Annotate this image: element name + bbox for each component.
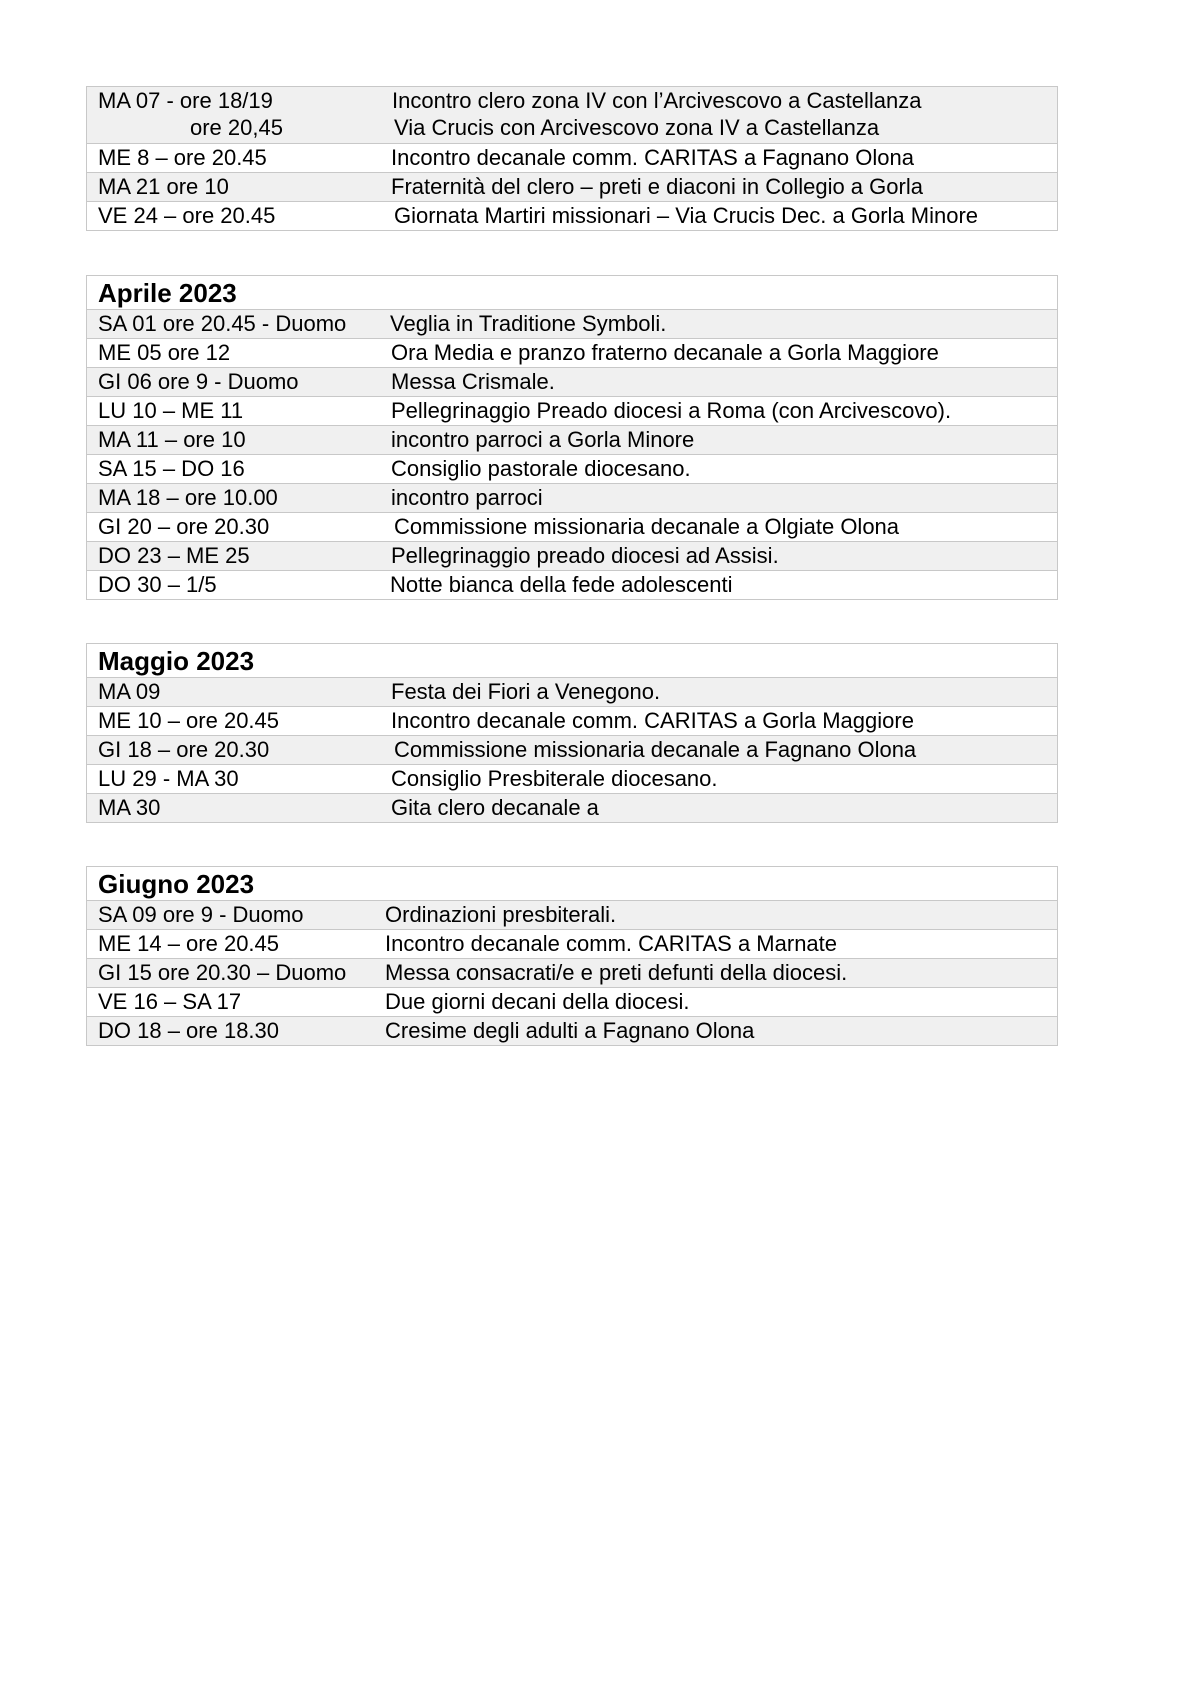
event-date: SA 15 – DO 16	[98, 456, 245, 481]
event-date: LU 10 – ME 11	[98, 398, 244, 423]
table-row	[87, 87, 1057, 143]
table-row	[87, 143, 1057, 172]
event-date: DO 23 – ME 25	[98, 543, 250, 568]
event-description: Cresime degli adulti a Fagnano Olona	[385, 1018, 755, 1043]
event-description: Incontro decanale comm. CARITAS a Fagnano Olona	[391, 145, 914, 170]
month-heading: Giugno 2023	[98, 869, 255, 899]
event-date: DO 18 – ore 18.30	[98, 1018, 280, 1043]
event-description: Ordinazioni presbiterali.	[385, 902, 617, 927]
event-date: DO 30 – 1/5	[98, 572, 217, 597]
table-row	[87, 483, 1057, 512]
table-row	[87, 367, 1057, 396]
month-heading: Maggio 2023	[98, 646, 255, 676]
event-description: Pellegrinaggio Preado diocesi a Roma (con Arcivescovo).	[391, 398, 952, 423]
table-row	[87, 201, 1057, 230]
event-description: Pellegrinaggio preado diocesi ad Assisi.	[391, 543, 779, 568]
event-description: Incontro clero zona IV con l’Arcivescovo a Castellanza	[392, 88, 922, 113]
table-row	[87, 454, 1057, 483]
event-description: Consiglio pastorale diocesano.	[391, 456, 691, 481]
event-description: Incontro decanale comm. CARITAS a Marnate	[385, 931, 838, 956]
event-date: GI 20 – ore 20.30	[98, 514, 270, 539]
table-row	[87, 706, 1057, 735]
event-date: VE 24 – ore 20.45	[98, 203, 276, 228]
event-date: GI 06 ore 9 - Duomo	[98, 369, 299, 394]
event-date: MA 07 - ore 18/19	[98, 88, 273, 113]
event-date: ore 20,45	[190, 115, 283, 140]
table-row	[87, 396, 1057, 425]
table-row	[87, 735, 1057, 764]
event-description: Messa consacrati/e e preti defunti della diocesi.	[385, 960, 848, 985]
event-date: ME 05 ore 12	[98, 340, 231, 365]
event-description: Giornata Martiri missionari – Via Crucis Dec. a Gorla Minore	[394, 203, 978, 228]
june-schedule-table	[86, 866, 1058, 1046]
table-row	[87, 1016, 1057, 1045]
table-row	[87, 900, 1057, 929]
table-row	[87, 541, 1057, 570]
table-row	[87, 425, 1057, 454]
event-date: SA 09 ore 9 - Duomo	[98, 902, 304, 927]
event-date: ME 14 – ore 20.45	[98, 931, 280, 956]
event-description: Messa Crismale.	[391, 369, 555, 394]
table-row	[87, 677, 1057, 706]
event-description: Ora Media e pranzo fraterno decanale a Gorla Maggiore	[391, 340, 939, 365]
april-schedule-table	[86, 275, 1058, 600]
event-description: Veglia in Traditione Symboli.	[390, 311, 667, 336]
table-row	[87, 172, 1057, 201]
event-description: Commissione missionaria decanale a Olgiate Olona	[394, 514, 900, 539]
event-date: MA 18 – ore 10.00	[98, 485, 278, 510]
table-row	[87, 793, 1057, 822]
table-row	[87, 570, 1057, 599]
table-row	[87, 929, 1057, 958]
event-description: Festa dei Fiori a Venegono.	[391, 679, 661, 704]
event-description: Gita clero decanale a	[391, 795, 599, 820]
event-date: MA 11 – ore 10	[98, 427, 246, 452]
event-date: MA 21 ore 10	[98, 174, 229, 199]
event-description: Due giorni decani della diocesi.	[385, 989, 690, 1014]
event-date: LU 29 - MA 30	[98, 766, 239, 791]
event-date: MA 30	[98, 795, 161, 820]
event-date: ME 10 – ore 20.45	[98, 708, 280, 733]
table-row	[87, 309, 1057, 338]
event-description: incontro parroci	[391, 485, 543, 510]
event-date: VE 16 – SA 17	[98, 989, 242, 1014]
table-row	[87, 958, 1057, 987]
event-description: Notte bianca della fede adolescenti	[390, 572, 733, 597]
table-row	[87, 512, 1057, 541]
table-row	[87, 987, 1057, 1016]
event-description: Fraternità del clero – preti e diaconi in Collegio a Gorla	[391, 174, 923, 199]
event-date: SA 01 ore 20.45 - Duomo	[98, 311, 347, 336]
event-date: GI 18 – ore 20.30	[98, 737, 270, 762]
table-row	[87, 764, 1057, 793]
may-schedule-table	[86, 643, 1058, 823]
event-description: Incontro decanale comm. CARITAS a Gorla Maggiore	[391, 708, 914, 733]
event-description: Consiglio Presbiterale diocesano.	[391, 766, 718, 791]
event-description: incontro parroci a Gorla Minore	[391, 427, 695, 452]
event-description: Commissione missionaria decanale a Fagnano Olona	[394, 737, 917, 762]
table-row	[87, 338, 1057, 367]
march-schedule-table	[86, 86, 1058, 231]
event-description: Via Crucis con Arcivescovo zona IV a Castellanza	[394, 115, 880, 140]
event-date: ME 8 – ore 20.45	[98, 145, 267, 170]
event-date: GI 15 ore 20.30 – Duomo	[98, 960, 347, 985]
month-heading: Aprile 2023	[98, 278, 237, 308]
event-date: MA 09	[98, 679, 161, 704]
